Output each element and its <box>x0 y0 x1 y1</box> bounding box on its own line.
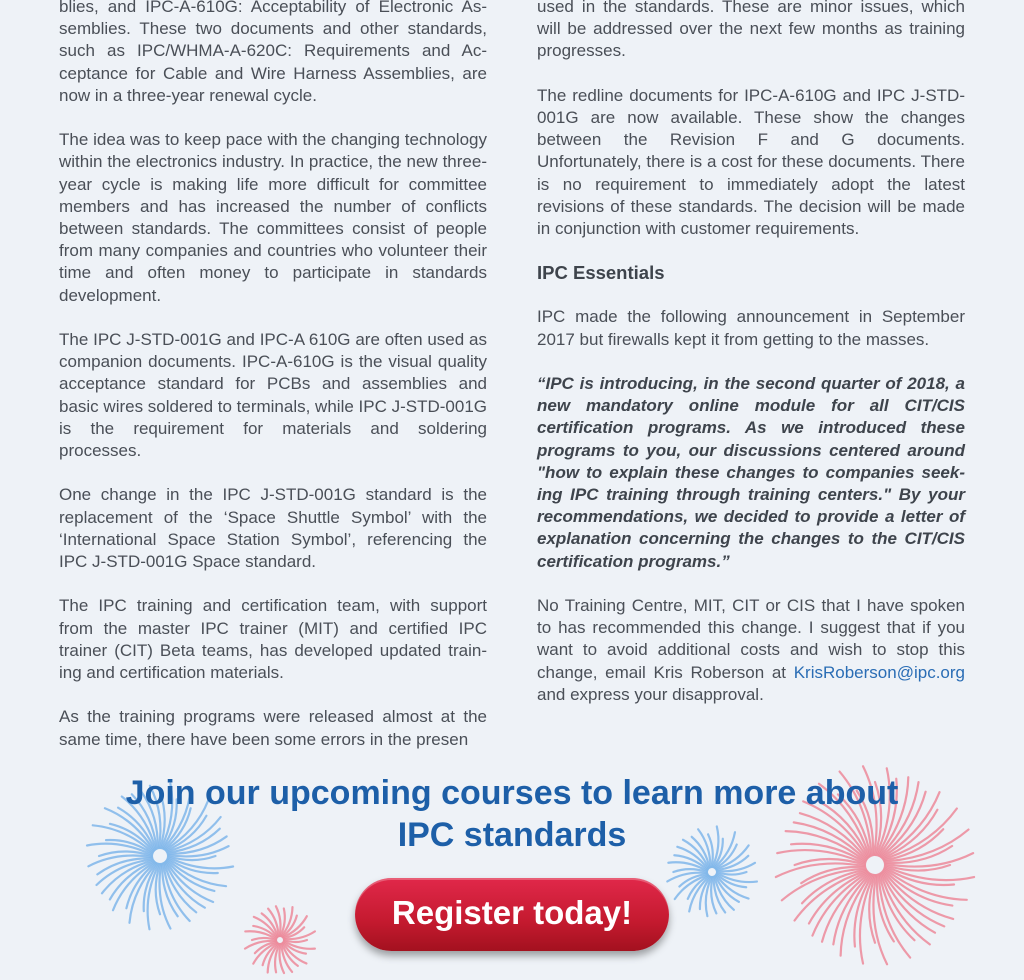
firework-ray <box>284 942 306 954</box>
firework-ray <box>776 863 865 877</box>
firework-ray <box>706 877 712 916</box>
closing-text: No Training Centre, MIT, CIT or CIS that I have spoken to has recommended this change. I suggest that if you want to avoid additional costs and wish to stop this change, email Kris Roberson at <box>537 596 965 682</box>
firework-ray <box>885 866 974 880</box>
article-paragraph: The IPC training and certification team, with support from the master IPC trainer (MIT) and certified IPC trainer (CIT) Beta teams, has developed updated training and certification materials. <box>59 596 487 683</box>
firework-ray <box>113 862 155 910</box>
firework-ray <box>860 875 874 964</box>
firework-ray <box>717 856 749 870</box>
firework-ray <box>263 943 278 965</box>
firework-ray <box>822 873 869 941</box>
firework-ray <box>168 857 233 868</box>
firework-ray <box>673 869 707 872</box>
promo-headline <box>90 772 934 856</box>
firework-ray <box>873 875 887 964</box>
firework-ray <box>884 870 952 906</box>
article-paragraph: As the training programs were released almost at the same time, there have been some errors in the presen <box>59 707 487 749</box>
article-paragraph: used in the standards. These are minor issues, which will be addressed over the next few months as training progresses. <box>537 0 965 61</box>
firework-ray <box>717 873 757 882</box>
firework-ray <box>689 876 709 911</box>
firework-ray <box>162 864 177 917</box>
promo-headline-line2: IPC standards <box>397 816 627 854</box>
article-paragraph: One change in the IPC J-STD-001G standard is the replacement of the ‘Space Shuttle Symbol’ with the ‘International Space Station Symbol’, referencing the IPC J-STD-001G Space standard. <box>59 485 487 572</box>
firework-ray <box>885 865 950 871</box>
firework-ray <box>715 876 739 902</box>
firework-ray <box>283 943 306 964</box>
firework-ray <box>168 858 218 873</box>
firework-ray <box>881 873 930 944</box>
closing-paragraph <box>537 595 965 706</box>
firework-ray <box>782 869 866 901</box>
firework-ray <box>252 938 276 940</box>
firework-ray <box>284 941 315 949</box>
firework-ray <box>148 864 159 929</box>
firework-ray <box>245 941 276 949</box>
firework-ray <box>88 856 152 867</box>
firework-red-small-burst <box>245 906 315 973</box>
firework-ray <box>688 876 709 899</box>
firework-ray <box>674 855 707 870</box>
firework-ray <box>882 872 935 932</box>
firework-ray <box>714 877 726 913</box>
firework-ray <box>102 860 153 893</box>
promo-headline-line1: Join our upcoming courses to learn more about <box>125 774 899 812</box>
firework-ray <box>275 944 279 972</box>
firework-ray <box>801 867 865 883</box>
firework-ray <box>281 944 292 972</box>
firework-ray <box>283 916 307 937</box>
announcement-paragraph: IPC made the following announcement in September 2017 but firewalls kept it from getting to the masses. <box>537 307 965 349</box>
firework-ray <box>884 869 966 900</box>
firework-ray <box>841 874 872 955</box>
firework-ray <box>255 942 277 953</box>
firework-ray <box>717 863 755 871</box>
firework-ray <box>165 862 205 908</box>
firework-ray <box>156 864 160 914</box>
firework-ray <box>883 871 953 919</box>
firework-ray <box>253 926 276 938</box>
firework-ray <box>281 907 292 936</box>
firework-ray <box>167 860 215 891</box>
firework-ray <box>110 861 154 899</box>
firework-ray <box>166 861 213 902</box>
firework-ray <box>144 864 158 912</box>
firework-ray <box>268 944 279 973</box>
firework-ray <box>163 863 189 921</box>
firework-ray <box>795 871 867 921</box>
article-paragraph: The idea was to keep pace with the changing technology within the electronics industry. In practice, the new three-year cycle is making life more difficult for committee members and has increased the number of conflicts between standards. The committees consist of people from many companies and countries who volunteer their time and often money to participate in standards development. <box>59 130 487 305</box>
firework-ray <box>711 877 716 913</box>
firework-ray <box>97 859 153 885</box>
firework-ray <box>280 944 284 973</box>
firework-ray <box>854 875 872 947</box>
firework-ray <box>700 877 711 909</box>
firework-ray <box>97 858 152 874</box>
firework-ray <box>284 931 315 939</box>
firework-ray <box>276 906 281 936</box>
firework-ray <box>812 872 868 935</box>
firework-ray <box>879 874 911 957</box>
firework-ray <box>245 931 276 939</box>
article-paragraph: The redline documents for IPC-A-610G and IPC J-STD-001G are now available. These show the changes between the Revision F and G documents. Unfortunately, there is a cost for these documents. There is no requirement to immediately adopt the latest revisions of these standards. The decision will be made in conjunction with customer requirements. <box>537 85 965 239</box>
firework-ray <box>675 875 708 899</box>
firework-ray <box>802 870 866 904</box>
article-paragraph: The IPC J-STD-001G and IPC-A 610G are often used as companion documents. IPC-A-610G is the visual quality acceptance standard for PCBs and assemblies and basic wires soldered to terminals, while IPC J-STD-001G is the requirement for materials and soldering processes. <box>59 330 487 461</box>
firework-ray <box>716 875 748 899</box>
firework-ray <box>262 913 278 936</box>
firework-ray <box>880 874 915 940</box>
firework-ray <box>282 943 298 966</box>
firework-ray <box>809 872 868 924</box>
firework-ray <box>126 863 155 909</box>
firework-ray <box>679 874 707 887</box>
firework-ray <box>160 864 171 929</box>
register-button[interactable]: Register today! <box>355 878 669 951</box>
firework-ray <box>717 874 747 887</box>
firework-ray <box>882 872 944 927</box>
firework-ray <box>284 940 307 942</box>
firework-ray <box>869 875 875 943</box>
section-heading: IPC Essentials <box>537 262 665 284</box>
firework-ray <box>715 876 734 910</box>
firework-ray <box>129 863 156 923</box>
firework-ray <box>268 909 278 937</box>
firework-ray <box>667 873 707 882</box>
firework-ray <box>717 872 747 875</box>
firework-ray <box>885 867 954 885</box>
firework-red-small <box>240 900 320 980</box>
firework-ray <box>284 927 305 938</box>
firework-ray <box>254 917 277 937</box>
firework-ray <box>168 856 216 860</box>
firework-ray <box>795 859 865 865</box>
firework-ray <box>668 862 707 871</box>
article-right-column <box>537 0 965 728</box>
firework-ray <box>167 859 226 886</box>
firework-ray <box>253 943 277 964</box>
email-link[interactable]: KrisRoberson@ipc.org <box>793 662 965 682</box>
firework-ray <box>164 863 196 913</box>
article-left-column <box>59 0 487 773</box>
announcement-quote: “IPC is introducing, in the second quarter of 2018, a new mandatory online module for all CIT/CIS certification programs. As we introduced these programs to you, our discussions centered around "how to explain these changes to companies seeking IPC training through training centers." By your recommendations, we decided to provide a letter of explanation concerning the changes to the CIT/CIS certification programs.” <box>537 374 965 571</box>
firework-ray <box>282 916 297 937</box>
article-paragraph: blies, and IPC-A-610G: Acceptability of Electronic Assemblies. These two documents and other standards, such as IPC/WHMA-A-620C: Requirements and Acceptance for Cable and Wire Harness Assemblies, are now in a three-year renewal cycle. <box>59 0 487 105</box>
firework-ray <box>280 908 284 936</box>
firework-ray <box>877 875 894 942</box>
firework-ray <box>833 874 870 945</box>
closing-text-end: and express your disapproval. <box>537 684 764 704</box>
